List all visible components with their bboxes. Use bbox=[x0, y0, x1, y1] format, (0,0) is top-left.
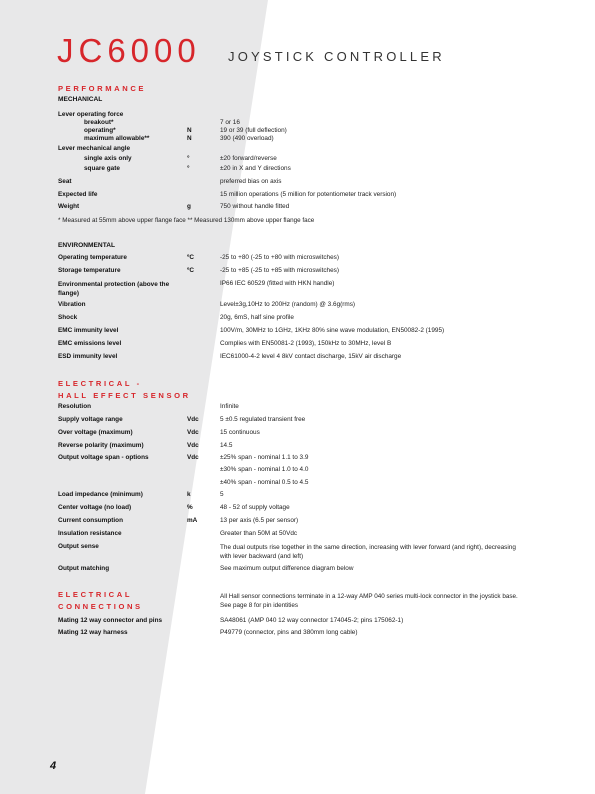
spec-row bbox=[58, 566, 558, 576]
spec-row bbox=[58, 341, 558, 351]
spec-label: Expected life bbox=[58, 191, 98, 198]
spec-value: 390 (490 overload) bbox=[220, 135, 274, 142]
spec-unit: mA bbox=[187, 517, 198, 524]
spec-row bbox=[58, 146, 558, 156]
spec-value: ±20 in X and Y directions bbox=[220, 165, 291, 172]
spec-value: ±40% span - nominal 0.5 to 4.5 bbox=[220, 479, 309, 486]
spec-row bbox=[58, 192, 558, 202]
spec-value: P49779 (connector, pins and 380mm long cable) bbox=[220, 629, 358, 636]
spec-label: square gate bbox=[84, 165, 120, 172]
spec-row bbox=[58, 505, 558, 515]
spec-value: Complies with EN50081-2 (1993), 150kHz to 30MHz, level B bbox=[220, 340, 392, 347]
spec-value: Greater than 50M at 50Vdc bbox=[220, 530, 298, 537]
spec-label: EMC emissions level bbox=[58, 340, 122, 347]
spec-row bbox=[58, 302, 558, 312]
spec-label: Mating 12 way connector and pins bbox=[58, 617, 163, 624]
spec-row bbox=[58, 518, 558, 528]
spec-label: Output voltage span - options bbox=[58, 454, 149, 461]
spec-value: ±25% span - nominal 1.1 to 3.9 bbox=[220, 454, 309, 461]
spec-label: Shock bbox=[58, 314, 78, 321]
spec-label: Operating temperature bbox=[58, 254, 127, 261]
subsection-environmental: ENVIRONMENTAL bbox=[58, 242, 116, 249]
spec-label: Output matching bbox=[58, 565, 110, 572]
brand-title: JC6000 bbox=[57, 32, 201, 69]
spec-unit: Vdc bbox=[187, 454, 199, 461]
spec-label: Over voltage (maximum) bbox=[58, 429, 133, 436]
spec-label: Current consumption bbox=[58, 517, 123, 524]
spec-label: Reverse polarity (maximum) bbox=[58, 442, 144, 449]
spec-value: 100V/m, 30MHz to 1GHz, 1KHz 80% sine wave modulation, EN50082-2 (1995) bbox=[220, 327, 445, 334]
spec-label: Seat bbox=[58, 178, 72, 185]
spec-label: Center voltage (no load) bbox=[58, 504, 132, 511]
page-number: 4 bbox=[50, 760, 57, 772]
spec-row bbox=[58, 630, 558, 640]
spec-row bbox=[58, 255, 558, 265]
section-connections-line2: CONNECTIONS bbox=[58, 602, 143, 611]
spec-label: ESD immunity level bbox=[58, 353, 118, 360]
spec-label: Weight bbox=[58, 203, 80, 210]
spec-label: Lever operating force bbox=[58, 111, 124, 118]
connections-intro: All Hall sensor connections terminate in a 12-way AMP 040 series multi-lock connector in the joystick base. See page 8 for pin identities bbox=[220, 593, 518, 610]
spec-value: ±30% span - nominal 1.0 to 4.0 bbox=[220, 466, 309, 473]
spec-label: Resolution bbox=[58, 403, 92, 410]
section-performance: PERFORMANCE bbox=[58, 84, 147, 93]
spec-unit: Vdc bbox=[187, 416, 199, 423]
spec-value: 15 continuous bbox=[220, 429, 260, 436]
spec-row bbox=[58, 328, 558, 338]
spec-unit: ºC bbox=[187, 267, 194, 274]
spec-row bbox=[58, 280, 558, 297]
spec-unit: k bbox=[187, 491, 191, 498]
spec-value: IEC61000-4-2 level 4 8kV contact discharge, 15kV air discharge bbox=[220, 353, 402, 360]
spec-row bbox=[58, 404, 558, 414]
section-electrical-line2: HALL EFFECT SENSOR bbox=[58, 391, 191, 400]
spec-unit: ° bbox=[187, 155, 190, 162]
spec-label: Environmental protection (above the flange) bbox=[58, 281, 170, 297]
spec-row bbox=[58, 417, 558, 427]
spec-unit: N bbox=[187, 127, 192, 134]
spec-label: Output sense bbox=[58, 543, 99, 550]
spec-value: 5 ±0.5 regulated transient free bbox=[220, 416, 306, 423]
spec-unit: N bbox=[187, 135, 192, 142]
spec-value: -25 to +80 (-25 to +80 with microswitches) bbox=[220, 254, 339, 261]
spec-value: 5 bbox=[220, 491, 224, 498]
spec-label: breakout* bbox=[84, 119, 114, 126]
spec-unit: % bbox=[187, 504, 193, 511]
spec-unit: g bbox=[187, 203, 191, 210]
spec-row bbox=[58, 455, 558, 465]
spec-row bbox=[58, 480, 558, 490]
spec-row bbox=[58, 179, 558, 189]
spec-label: maximum allowable** bbox=[84, 135, 150, 142]
spec-label: Storage temperature bbox=[58, 267, 121, 274]
spec-label: Supply voltage range bbox=[58, 416, 123, 423]
spec-value: 20g, 6mS, half sine profile bbox=[220, 314, 294, 321]
spec-value: 750 without handle fitted bbox=[220, 203, 290, 210]
spec-value: 48 - 52 of supply voltage bbox=[220, 504, 290, 511]
spec-value: See maximum output difference diagram below bbox=[220, 565, 354, 572]
footnote: * Measured at 55mm above upper flange face ** Measured 130mm above upper flange face bbox=[58, 217, 315, 224]
spec-value: 19 or 39 (full deflection) bbox=[220, 127, 287, 134]
spec-row bbox=[58, 430, 558, 440]
spec-value: The dual outputs rise together in the same direction, increasing with lever forward (and right), decreasing with lever backward (and left) bbox=[220, 544, 516, 560]
spec-label: Lever mechanical angle bbox=[58, 145, 131, 152]
spec-row bbox=[58, 268, 558, 278]
spec-row bbox=[58, 531, 558, 541]
spec-row bbox=[58, 467, 558, 477]
spec-value: preferred bias on axis bbox=[220, 178, 282, 185]
spec-unit: ºC bbox=[187, 254, 194, 261]
spec-row bbox=[58, 136, 558, 146]
spec-unit: Vdc bbox=[187, 429, 199, 436]
spec-label: Mating 12 way harness bbox=[58, 629, 128, 636]
section-electrical-line1: ELECTRICAL - bbox=[58, 379, 142, 388]
spec-value: ±20 forward/reverse bbox=[220, 155, 277, 162]
spec-row bbox=[58, 315, 558, 325]
spec-value: 7 or 16 bbox=[220, 119, 240, 126]
spec-value: -25 to +85 (-25 to +85 with microswitches) bbox=[220, 267, 339, 274]
spec-unit: Vdc bbox=[187, 442, 199, 449]
spec-row bbox=[58, 618, 558, 628]
spec-value: Level±3g,10Hz to 200Hz (random) @ 3.6g(rms) bbox=[220, 301, 356, 308]
page-subtitle: JOYSTICK CONTROLLER bbox=[228, 49, 445, 64]
spec-value: IP66 IEC 60529 (fitted with HKN handle) bbox=[220, 280, 335, 287]
spec-label: operating* bbox=[84, 127, 116, 134]
spec-row bbox=[58, 204, 558, 214]
spec-row bbox=[58, 543, 558, 560]
spec-label: single axis only bbox=[84, 155, 132, 162]
spec-value: SA48061 (AMP 040 12 way connector 174045-2; pins 175062-1) bbox=[220, 617, 404, 624]
spec-label: Load impedance (minimum) bbox=[58, 491, 143, 498]
spec-label: Insulation resistance bbox=[58, 530, 122, 537]
spec-label: Vibration bbox=[58, 301, 86, 308]
spec-row bbox=[58, 443, 558, 453]
spec-label: EMC immunity level bbox=[58, 327, 119, 334]
spec-unit: ° bbox=[187, 165, 190, 172]
spec-row bbox=[58, 156, 558, 166]
spec-row bbox=[58, 166, 558, 176]
section-connections-line1: ELECTRICAL bbox=[58, 590, 133, 599]
spec-value: 13 per axis (6.5 per sensor) bbox=[220, 517, 299, 524]
spec-value: 15 million operations (5 million for potentiometer track version) bbox=[220, 191, 397, 198]
spec-row bbox=[58, 354, 558, 364]
spec-value: 14.5 bbox=[220, 442, 233, 449]
spec-value: Infinite bbox=[220, 403, 239, 410]
subsection-mechanical: MECHANICAL bbox=[58, 96, 103, 103]
spec-row bbox=[58, 492, 558, 502]
